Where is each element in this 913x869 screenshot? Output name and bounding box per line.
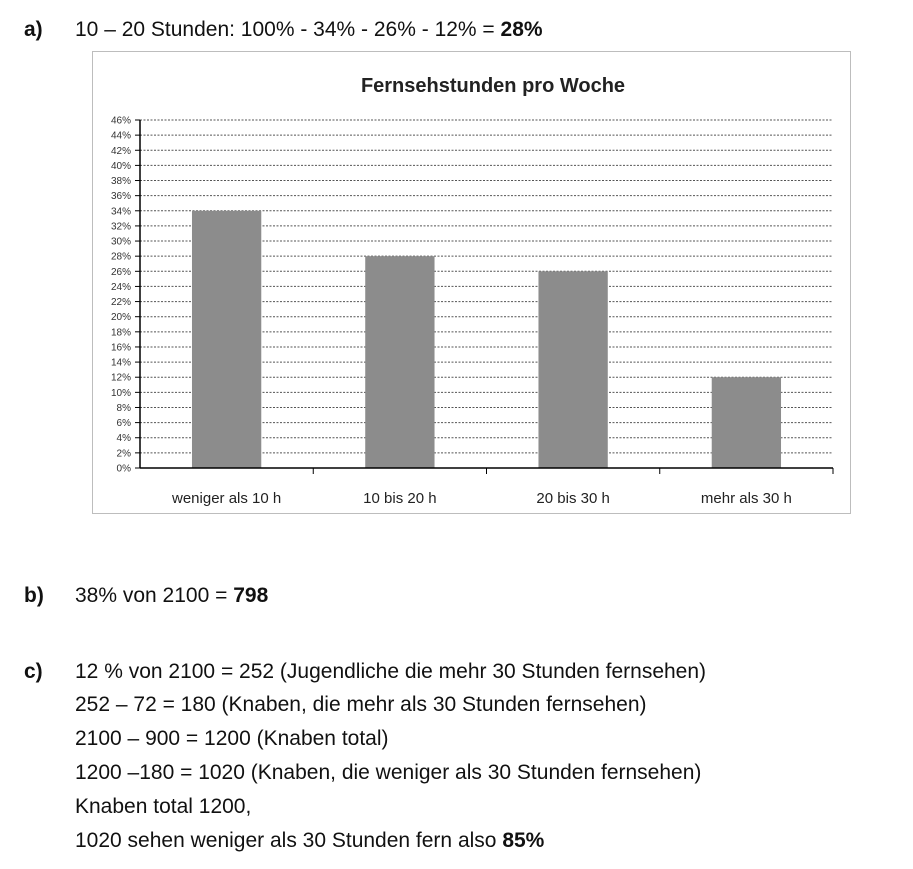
y-tick-label: 26% — [110, 266, 131, 278]
y-tick-label: 20% — [110, 312, 131, 324]
part-c-line-6 — [75, 829, 544, 853]
part-b-label: b) — [24, 584, 44, 607]
y-tick-label: 42% — [110, 145, 131, 157]
y-tick-label: 24% — [110, 281, 131, 293]
part-c-final-result: 85% — [502, 829, 545, 852]
bar — [365, 256, 434, 468]
y-tick-label: 16% — [110, 342, 131, 354]
y-tick-label: 32% — [110, 221, 131, 233]
part-b-equation — [75, 584, 268, 608]
part-c-line-2: 252 – 72 = 180 (Knaben, die mehr als 30 Stunden fernsehen) — [75, 693, 647, 716]
bar-chart — [93, 52, 850, 513]
y-tick-label: 30% — [110, 236, 131, 248]
part-c-line-4: 1200 –180 = 1020 (Knaben, die weniger als 30 Stunden fernsehen) — [75, 761, 702, 784]
chart-title: Fernsehstunden pro Woche — [360, 75, 626, 97]
y-tick-label: 38% — [110, 176, 131, 188]
part-c-line-5: Knaben total 1200, — [75, 795, 252, 818]
x-tick-label: mehr als 30 h — [700, 490, 792, 507]
part-b-result: 798 — [233, 584, 269, 607]
x-tick-label: 20 bis 30 h — [536, 490, 610, 507]
y-tick-label: 0% — [116, 463, 131, 475]
part-c-line-1: 12 % von 2100 = 252 (Jugendliche die mehr 30 Stunden fernsehen) — [75, 660, 707, 683]
bar — [538, 271, 607, 468]
y-tick-label: 14% — [110, 357, 131, 369]
y-tick-label: 12% — [110, 372, 131, 384]
part-c-final-text: 1020 sehen weniger als 30 Stunden fern also — [75, 829, 503, 852]
part-a-equation-text: 10 – 20 Stunden: 100% - 34% - 26% - 12% = — [75, 18, 501, 41]
bar — [192, 211, 261, 468]
y-tick-label: 28% — [110, 251, 131, 263]
bar — [712, 377, 781, 468]
y-tick-label: 44% — [110, 130, 131, 142]
y-tick-label: 4% — [116, 433, 131, 445]
x-tick-label: weniger als 10 h — [172, 490, 282, 507]
part-b-equation-text: 38% von 2100 = — [75, 584, 234, 607]
y-tick-label: 34% — [110, 206, 131, 218]
y-tick-label: 40% — [110, 160, 131, 172]
y-tick-label: 2% — [116, 448, 131, 460]
y-tick-label: 18% — [110, 327, 131, 339]
part-c-label: c) — [24, 660, 43, 683]
part-c-line-3: 2100 – 900 = 1200 (Knaben total) — [75, 727, 389, 750]
part-a-result: 28% — [500, 18, 543, 41]
y-tick-label: 22% — [110, 297, 131, 309]
chart-frame — [92, 51, 851, 514]
part-a-label: a) — [24, 18, 43, 41]
y-tick-label: 46% — [110, 115, 131, 127]
y-tick-label: 6% — [116, 418, 131, 430]
part-a-equation — [75, 18, 543, 42]
x-tick-label: 10 bis 20 h — [363, 490, 437, 507]
y-tick-label: 8% — [116, 402, 131, 414]
y-tick-label: 36% — [110, 191, 131, 203]
y-tick-label: 10% — [110, 387, 131, 399]
